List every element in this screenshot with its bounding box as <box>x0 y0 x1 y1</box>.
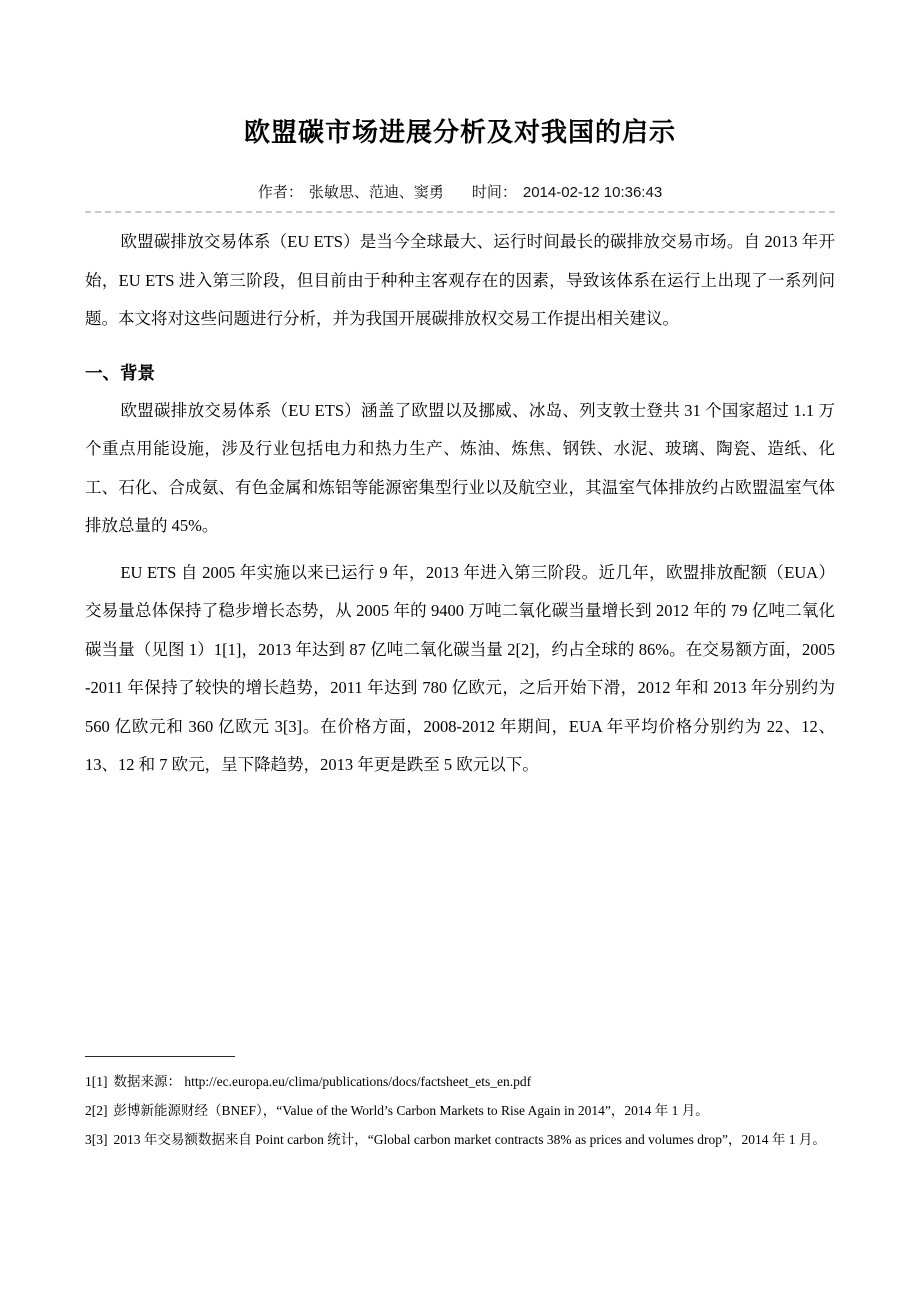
section-heading-background: 一、背景 <box>85 362 155 383</box>
footnote-marker: 1[1] <box>85 1074 108 1089</box>
body-paragraph: EU ETS 自 2005 年实施以来已运行 9 年，2013 年进入第三阶段。近几年，欧盟排放配额（EUA）交易量总体保持了稳步增长态势，从 2005 年的 9400 万吨二氧化碳当量增长到 2012 年的 79 亿吨二氧化碳当量（见图 1）1[1]，2013 年达到 87 亿吨二氧化碳当量 2[2]，约占全球的 86%。在交易额方面，2005 -2011 年保持了较快的增长趋势，2011 年达到 780 亿欧元，之后开始下滑，2012 年和 2013 年分别约为 560 亿欧元和 360 亿欧元 3[3]。在价格方面，2008-2012 年期间，EUA 年平均价格分别约为 22、12、13、12 和 7 欧元，呈下降趋势，2013 年更是跌至 5 欧元以下。 <box>85 562 835 774</box>
footnote <box>85 1125 835 1154</box>
footnote-text: 2013 年交易额数据来自 Point carbon 统计，“Global carbon market contracts 38% as prices and volumes drop”，2014 年 1 月。 <box>113 1132 826 1147</box>
author-names: 张敏思、范迪、窦勇 <box>308 184 444 201</box>
page-title: 欧盟碳市场进展分析及对我国的启示 <box>243 117 676 147</box>
footnote-separator <box>85 1056 235 1057</box>
footnote-text: 彭博新能源财经（BNEF），“Value of the World’s Carbon Markets to Rise Again in 2014”，2014 年 1 月。 <box>113 1103 709 1118</box>
intro-paragraph: 欧盟碳排放交易体系（EU ETS）是当今全球最大、运行时间最长的碳排放交易市场。自 2013 年开始，EU ETS 进入第三阶段，但目前由于种种主客观存在的因素，导致该体系在运行上出现了一系列问题。本文将对这些问题进行分析，并为我国开展碳排放权交易工作提出相关建议。 <box>85 232 835 328</box>
footnote <box>85 1096 835 1125</box>
byline <box>85 181 835 202</box>
footnotes-area <box>85 1056 835 1154</box>
footnote-marker: 3[3] <box>85 1132 108 1147</box>
author-label: 作者： <box>257 184 303 201</box>
time-label: 时间： <box>471 184 517 201</box>
footnote <box>85 1067 835 1096</box>
byline-divider <box>85 211 835 213</box>
footnote-marker: 2[2] <box>85 1103 108 1118</box>
document-body <box>85 223 835 785</box>
timestamp: 2014-02-12 10:36:43 <box>522 184 663 201</box>
footnote-text: 数据来源： http://ec.europa.eu/clima/publications/docs/factsheet_ets_en.pdf <box>113 1074 532 1089</box>
body-paragraph: 欧盟碳排放交易体系（EU ETS）涵盖了欧盟以及挪威、冰岛、列支敦士登共 31 个国家超过 1.1 万个重点用能设施，涉及行业包括电力和热力生产、炼油、炼焦、钢铁、水泥、玻璃、陶瓷、造纸、化工、石化、合成氨、有色金属和炼铝等能源密集型行业以及航空业，其温室气体排放约占欧盟温室气体排放总量的 45%。 <box>85 400 835 535</box>
